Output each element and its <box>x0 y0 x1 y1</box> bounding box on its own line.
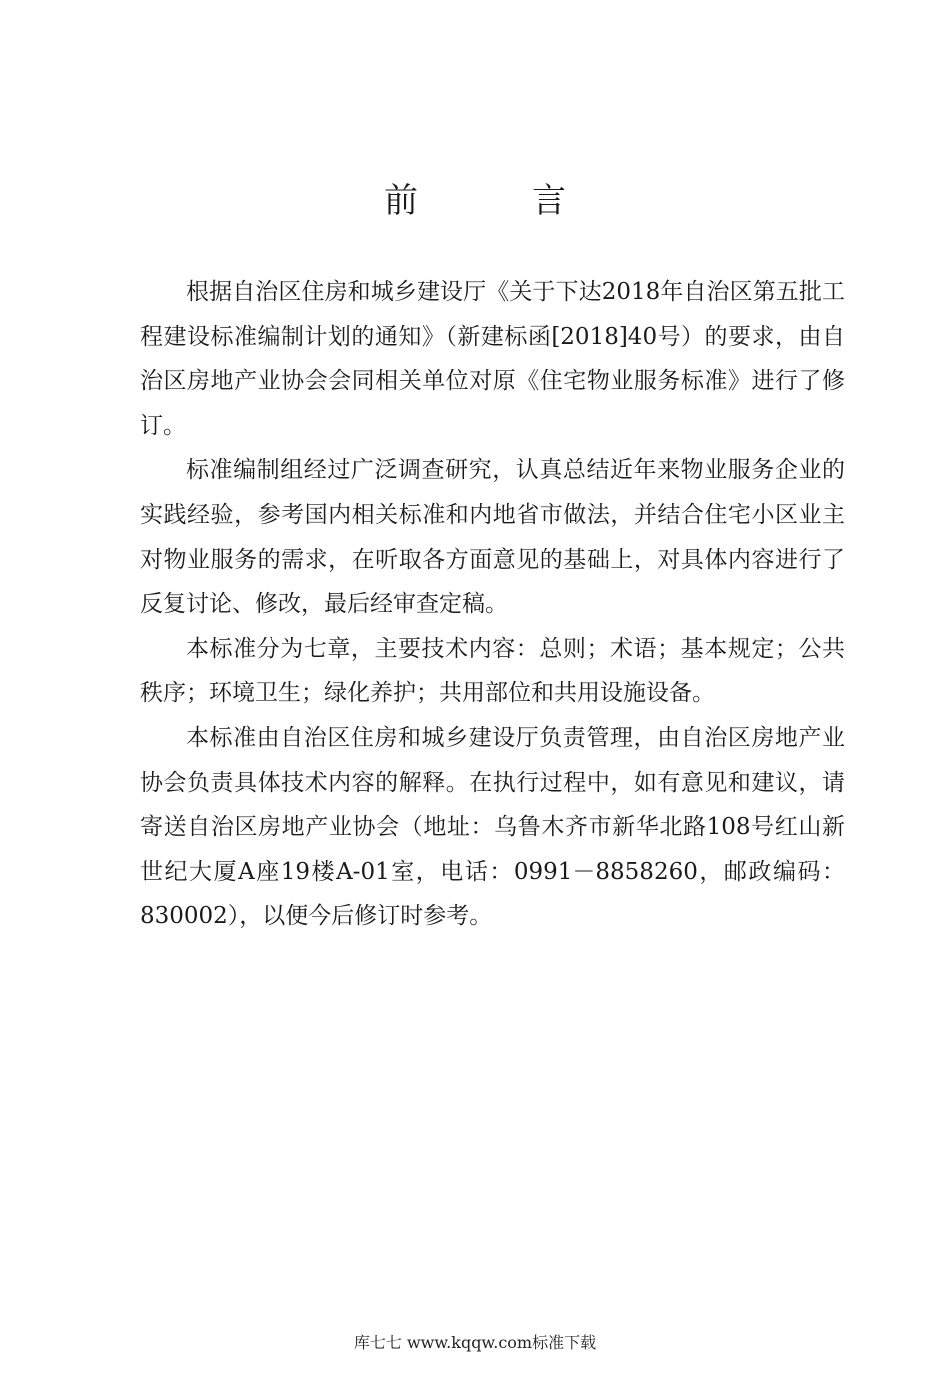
paragraph-1: 根据自治区住房和城乡建设厅《关于下达2018年自治区第五批工程建设标准编制计划的通知》（新建标函[2018]40号）的要求，由自治区房地产业协会会同相关单位对原《住宅物业服务标准》进行了修订。 <box>140 279 845 439</box>
footer-watermark: 库七七 www.kqqw.com标准下载 <box>353 1333 597 1352</box>
preface-body <box>140 270 845 939</box>
paragraph-2: 标准编制组经过广泛调查研究，认真总结近年来物业服务企业的实践经验，参考国内相关标准和内地省市做法，并结合住宅小区业主对物业服务的需求，在听取各方面意见的基础上，对具体内容进行了反复讨论、修改，最后经审查定稿。 <box>140 457 845 618</box>
page-title: 前 言 <box>384 181 606 221</box>
paragraph-4: 本标准由自治区住房和城乡建设厅负责管理，由自治区房地产业协会负责具体技术内容的解释。在执行过程中，如有意见和建议，请寄送自治区房地产业协会（地址：乌鲁木齐市新华北路108号红山新世纪大厦A座19楼A-01室，电话：0991－8858260，邮政编码：830002），以便今后修订时参考。 <box>140 724 845 930</box>
paragraph-3: 本标准分为七章，主要技术内容：总则；术语；基本规定；公共秩序；环境卫生；绿化养护；共用部位和共用设施设备。 <box>140 635 845 707</box>
